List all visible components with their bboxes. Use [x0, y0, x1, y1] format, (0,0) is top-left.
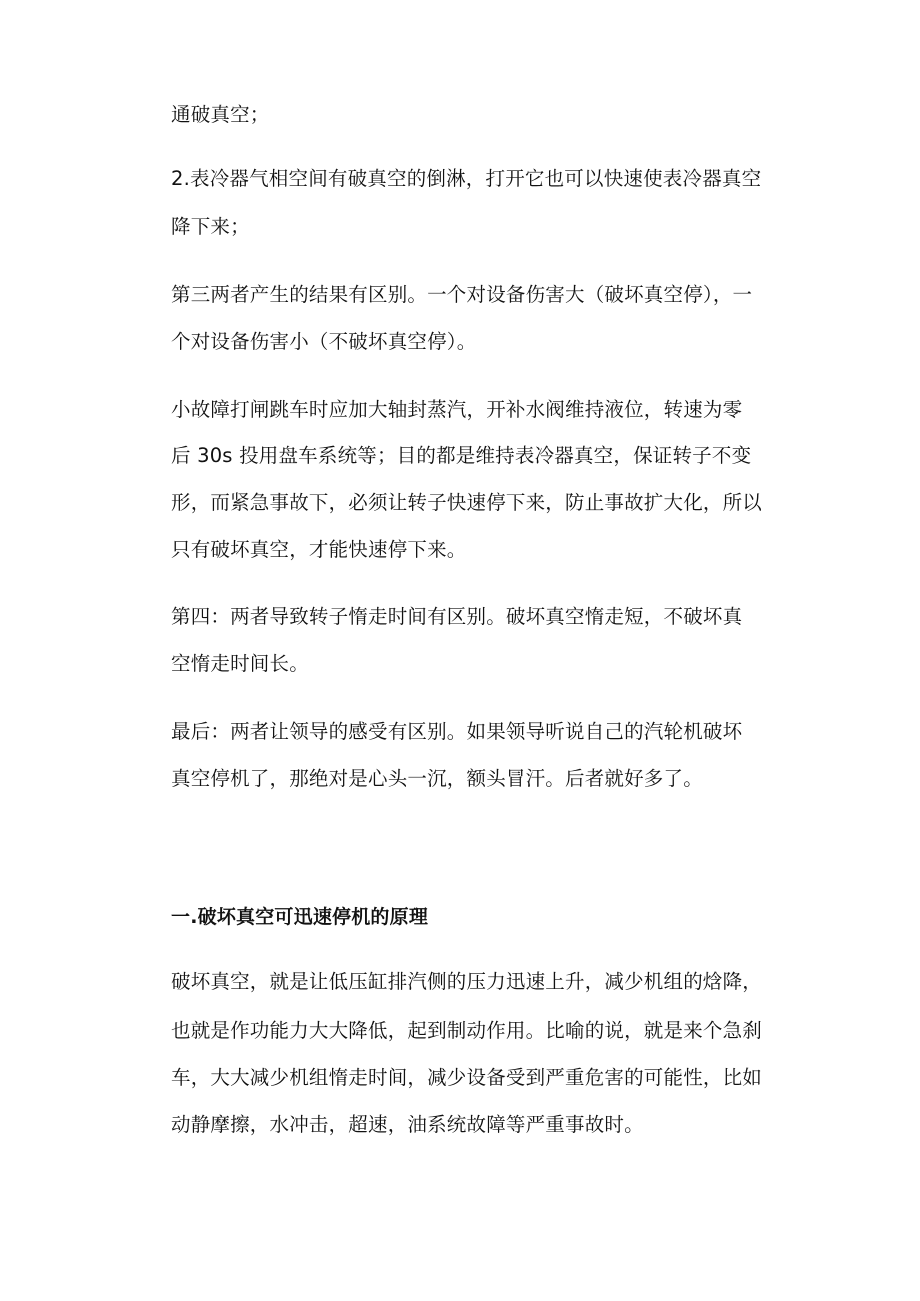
- text-line: 第四：两者导致转子惰走时间有区别。破坏真空惰走短，不破坏真: [171, 605, 743, 628]
- text-line: 空惰走时间长。: [171, 652, 309, 675]
- text-line: 2.表冷器气相空间有破真空的倒淋，打开它也可以快速使表冷器真空: [171, 167, 762, 190]
- section-heading: 一.破坏真空可迅速停机的原理: [171, 906, 429, 928]
- text-line: 车，大大减少机组惰走时间，减少设备受到严重危害的可能性，比如: [171, 1066, 763, 1089]
- text-line: 个对设备伤害小（不破坏真空停）。: [171, 330, 477, 353]
- text-line: 第三两者产生的结果有区别。一个对设备伤害大（破坏真空停），一: [171, 283, 753, 306]
- text-line: 只有破坏真空，才能快速停下来。: [171, 538, 467, 561]
- text-line: 破坏真空，就是让低压缸排汽侧的压力迅速上升，减少机组的焓降，: [171, 970, 763, 993]
- text-line: 小故障打闸跳车时应加大轴封蒸汽，开补水阀维持液位，转速为零: [171, 398, 743, 421]
- text-line: 形，而紧急事故下，必须让转子快速停下来，防止事故扩大化，所以: [171, 491, 763, 514]
- text-line: 真空停机了，那绝对是心头一沉，额头冒汗。后者就好多了。: [171, 767, 703, 790]
- text-line: 通破真空；: [171, 103, 270, 126]
- text-line: 也就是作功能力大大降低，起到制动作用。比喻的说，就是来个急刹: [171, 1019, 763, 1042]
- text-line: 动静摩擦，水冲击，超速，油系统故障等严重事故时。: [171, 1113, 644, 1136]
- text-line: 后 30s 投用盘车系统等；目的都是维持表冷器真空，保证转子不变: [171, 444, 752, 467]
- text-line: 最后：两者让领导的感受有区别。如果领导听说自己的汽轮机破坏: [171, 720, 743, 743]
- text-line: 降下来；: [171, 215, 250, 238]
